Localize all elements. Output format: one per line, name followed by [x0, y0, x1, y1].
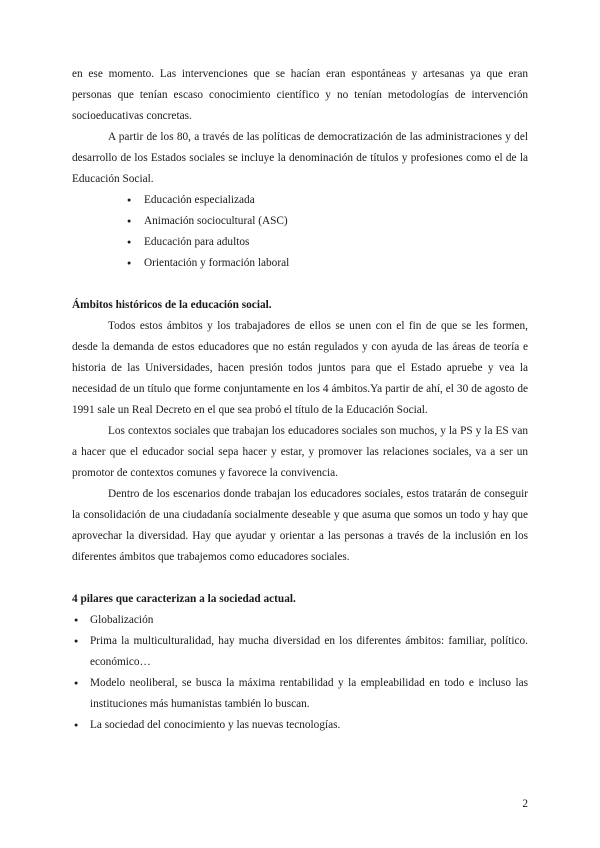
- list-item: ● Orientación y formación laboral: [72, 253, 528, 274]
- pillars-list: [72, 610, 528, 736]
- list-item: ● Educación para adultos: [72, 232, 528, 253]
- list-item: ● Modelo neoliberal, se busca la máxima rentabilidad y la empleabilidad en todo e incluso las instituciones más humanistas también lo buscan.: [72, 673, 528, 715]
- paragraph-ambitos: Todos estos ámbitos y los trabajadores de ellos se unen con el fin de que se les formen, desde la demanda de estos educadores que no están regulados y con ayuda de las áreas de teoría e historia de las Universidades, hacen presión todos juntos para que el Estado apruebe y vea la necesidad de un título que forme conjuntamente en los 4 ámbitos.Ya partir de ahí, el 30 de agosto de 1991 sale un Real Decreto en el que sea probó el título de la Educación Social.: [72, 320, 528, 416]
- paragraph-intro-continuation: en ese momento. Las intervenciones que se hacían eran espontáneas y artesanas ya que eran personas que tenían escaso conocimiento científico y no tenían metodologías de intervención socioeducativas concretas.: [72, 68, 528, 122]
- document-page: [72, 64, 528, 736]
- paragraph-democratization: A partir de los 80, a través de las políticas de democratización de las administraciones y del desarrollo de los Estados sociales se incluye la denominación de títulos y profesiones como el de la Educación Social.: [72, 131, 528, 185]
- page-number: 2: [522, 798, 528, 810]
- paragraph-contextos: Los contextos sociales que trabajan los educadores sociales son muchos, y la PS y la ES van a hacer que el educador social sepa hacer y estar, y promover las relaciones sociales, va a ser un promotor de contextos comunes y favorece la convivencia.: [72, 425, 528, 479]
- section-heading-pilares: 4 pilares que caracterizan a la sociedad actual.: [72, 593, 296, 605]
- fields-list: [72, 190, 528, 274]
- list-item: ● Globalización: [72, 610, 528, 631]
- list-item: ● Prima la multiculturalidad, hay mucha diversidad en los diferentes ámbitos: familiar, político. económico…: [72, 631, 528, 673]
- list-item: ● Animación sociocultural (ASC): [72, 211, 528, 232]
- list-item: ● La sociedad del conocimiento y las nuevas tecnologías.: [72, 715, 528, 736]
- section-heading-ambitos: Ámbitos históricos de la educación social.: [72, 299, 272, 311]
- list-item: ● Educación especializada: [72, 190, 528, 211]
- paragraph-escenarios: Dentro de los escenarios donde trabajan los educadores sociales, estos tratarán de conseguir la consolidación de una ciudadanía socialmente deseable y que asuma que somos un todo y hay que aprovechar la diversidad. Hay que ayudar y orientar a las personas a través de la inclusión en los diferentes ámbitos que trabajemos como educadores sociales.: [72, 488, 528, 563]
